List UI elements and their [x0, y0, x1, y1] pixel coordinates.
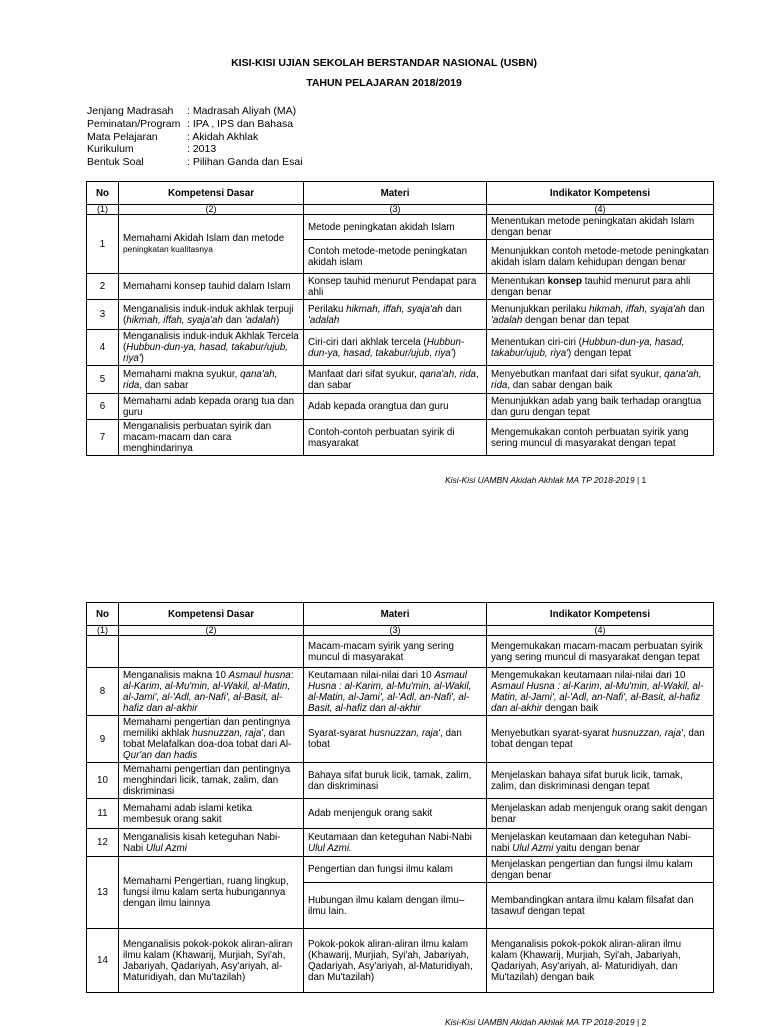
kompetensi-dasar-cell: Menganalisis perbuatan syirik dan macam-macam dan cara menghindarinya: [119, 420, 304, 456]
materi-cell: [304, 829, 487, 857]
materi-cell: Pengertian dan fungsi ilmu kalam: [304, 857, 487, 883]
kompetensi-dasar-cell: [119, 215, 304, 274]
row-number: 11: [87, 799, 119, 829]
indikator-text: Mengemukakan keutamaan nilai-nilai dari 10: [491, 669, 686, 681]
kd-text: Hubbun-dun-ya, hasad, takabur/ujub, riya': [123, 342, 289, 364]
materi-cell: Metode peningkatan akidah Islam: [304, 215, 487, 240]
row-number: 13: [87, 857, 119, 929]
row-number: 3: [87, 300, 119, 330]
materi-text: 'adalah: [308, 314, 340, 326]
kd-text: , dan sabar: [139, 379, 189, 391]
kd-text: hikmah, iffah, syaja'ah: [126, 314, 223, 326]
materi-cell: Contoh-contoh perbuatan syirik di masyarakat: [304, 420, 487, 456]
materi-text: , dan sabar: [308, 368, 479, 391]
materi-text: qana'ah, rida: [419, 368, 476, 380]
column-number: (4): [487, 205, 714, 215]
indikator-cell: Menunjukkan contoh metode-metode peningkatan akidah islam dalam kehidupan dengan benar: [487, 240, 714, 274]
materi-text: Asmaul Husna : al-Karim, al-Mu'min, al-Wakil, al-Matin, al-Jami', al-'Adl, an-Nafi', al-Basit, al-hafiz dan al-akhir: [308, 669, 472, 714]
kd-text: Memahami pengertian dan pentingnya memiliki akhlak: [123, 717, 291, 739]
kompetensi-dasar-cell: Memahami pengertian dan pentingnya menghindari licik, tamak, zalim, dan diskriminasi: [119, 763, 304, 799]
materi-text: Keutamaan dan keteguhan Nabi-Nabi: [308, 831, 472, 843]
column-number: (2): [119, 626, 304, 636]
materi-text: Syarat-syarat: [308, 728, 369, 739]
kd-text: al-Karim, al-Mu'min, al-Wakil, al-Matin, al-Jami', al-'Adl, an-Nafi', al-Basit, al-hafiz dan al-akhir: [123, 680, 291, 714]
kompetensi-dasar-cell: [119, 636, 304, 668]
materi-cell: Adab kepada orangtua dan guru: [304, 394, 487, 420]
materi-cell: [304, 366, 487, 394]
meta-key: Mata Pelajaran: [87, 130, 158, 143]
indikator-text: tauhid menurut para ahli dengan benar: [491, 275, 691, 298]
footer-text: Kisi-Kisi UAMBN Akidah Akhlak MA TP 2018-2019: [445, 1017, 635, 1027]
table-row: [87, 857, 714, 883]
materi-cell: Hubungan ilmu kalam dengan ilmu–ilmu lain.: [304, 883, 487, 929]
materi-text: , dan tobat: [308, 728, 462, 750]
kd-text: Memahami makna syukur,: [123, 368, 241, 380]
page-number: | 1: [636, 475, 647, 485]
row-number: 2: [87, 274, 119, 300]
meta-key: Jenjang Madrasah: [87, 105, 174, 117]
indikator-text: dengan benar dan tepat: [522, 314, 630, 326]
indikator-text: konsep: [547, 275, 582, 287]
materi-cell: Bahaya sifat buruk licik, tamak, zalim, dan diskriminasi: [304, 763, 487, 799]
indikator-text: husnuzzan, raja': [611, 728, 683, 739]
indikator-cell: Mengemukakan contoh perbuatan syirik yang sering muncul di masyarakat dengan tepat: [487, 420, 714, 456]
kd-text: Menganalisis induk-induk Akhlak Tercela: [123, 331, 299, 342]
table-row: [87, 300, 714, 330]
indikator-cell: [487, 300, 714, 330]
kompetensi-dasar-cell: Memahami adab islami ketika membesuk orang sakit: [119, 799, 304, 829]
indikator-text: dengan baik: [542, 702, 599, 714]
kd-text: (: [123, 342, 127, 353]
header-kompetensi-dasar: Kompetensi Dasar: [119, 603, 304, 626]
indikator-text: Menunjukkan perilaku: [491, 303, 590, 315]
materi-text: Perilaku: [308, 303, 347, 315]
meta-value: : Akidah Akhlak: [187, 130, 259, 143]
kisi-kisi-table: [86, 602, 714, 993]
materi-text: Ulul Azmi.: [308, 842, 352, 854]
kd-text: , dan tobat Melafalkan doa-doa tobat dari Al-: [123, 728, 292, 750]
column-number: (3): [304, 205, 487, 215]
indikator-text: Menjelaskan keutamaan dan keteguhan Nabi-nabi: [491, 831, 691, 854]
page-footer: [445, 1017, 646, 1027]
header-indikator: Indikator Kompetensi: [487, 603, 714, 626]
materi-cell: Konsep tauhid menurut Pendapat para ahli: [304, 274, 487, 300]
kisi-kisi-table: [86, 181, 714, 456]
meta-row: [87, 118, 303, 131]
kd-text: Menganalisis kisah keteguhan Nabi-Nabi: [123, 831, 281, 854]
header-no: No: [87, 182, 119, 205]
materi-text: hikmah, iffah, syaja'ah: [346, 303, 443, 315]
meta-key: Bentuk Soal: [87, 156, 144, 169]
kompetensi-dasar-cell: [119, 300, 304, 330]
kd-text: Menganalisis induk-induk akhlak terpuji: [123, 303, 294, 315]
table-row: [87, 668, 714, 716]
indikator-text: Menentukan ciri-ciri (: [491, 336, 582, 348]
table-row: [87, 716, 714, 763]
table-row: [87, 763, 714, 799]
indikator-cell: Menjelaskan adab menjenguk orang sakit dengan benar: [487, 799, 714, 829]
document-page-2: [0, 540, 768, 1027]
kompetensi-dasar-cell: [119, 668, 304, 716]
materi-text: Manfaat dari sifat syukur,: [308, 368, 420, 380]
indikator-text: Menentukan: [491, 275, 545, 287]
kd-text: (: [123, 314, 127, 326]
page-gap: [0, 500, 768, 540]
indikator-cell: [487, 330, 714, 366]
indikator-text: yaitu dengan benar: [553, 842, 640, 854]
materi-cell: [304, 300, 487, 330]
row-number: 6: [87, 394, 119, 420]
materi-cell: [304, 716, 487, 763]
header-materi: Materi: [304, 182, 487, 205]
kd-text: 'adalah: [244, 314, 276, 326]
indikator-cell: [487, 829, 714, 857]
kd-text: peningkatan kualitasnya: [123, 244, 213, 254]
materi-text: ): [452, 347, 456, 359]
meta-value: : 2013: [187, 143, 217, 156]
header-materi: Materi: [304, 603, 487, 626]
kompetensi-dasar-cell: [119, 330, 304, 366]
footer-text: Kisi-Kisi UAMBN Akidah Akhlak MA TP 2018-2019: [445, 475, 635, 485]
kompetensi-dasar-cell: Memahami adab kepada orang tua dan guru: [119, 394, 304, 420]
row-number: 8: [87, 668, 119, 716]
meta-value: : IPA , IPS dan Bahasa: [187, 117, 294, 130]
indikator-text: ) dengan tepat: [568, 347, 632, 359]
indikator-cell: Mengemukakan macam-macam perbuatan syirik yang sering muncul di masyarakat dengan tepat: [487, 636, 714, 668]
materi-text: dan: [442, 303, 462, 315]
materi-cell: [304, 668, 487, 716]
header-no: No: [87, 603, 119, 626]
row-number: [87, 636, 119, 668]
kd-text: ): [275, 314, 280, 326]
kd-text: husnuzzan, raja': [192, 728, 264, 739]
document-metadata: [87, 105, 303, 169]
table-row: [87, 394, 714, 420]
indikator-text: qana'ah, rida: [491, 368, 702, 391]
kompetensi-dasar-cell: Menganalisis pokok-pokok aliran-aliran ilmu kalam (Khawarij, Murjiah, Syi'ah, Jabariyah, Qadariyah, Asy'ariyah, al- Maturidiyah, dan Mu'tazilah): [119, 929, 304, 993]
kompetensi-dasar-cell: Memahami konsep tauhid dalam Islam: [119, 274, 304, 300]
indikator-text: hikmah, iffah, syaja'ah: [589, 303, 686, 315]
materi-cell: [304, 330, 487, 366]
kd-text: Memahami Akidah Islam dan metode: [123, 233, 285, 244]
indikator-cell: Membandingkan antara ilmu kalam filsafat dan tasawuf dengan tepat: [487, 883, 714, 929]
row-number: 12: [87, 829, 119, 857]
row-number: 1: [87, 215, 119, 274]
table-row: [87, 215, 714, 240]
indikator-text: Asmaul Husna : al-Karim, al-Mu'min, al-Wakil, al-Matin, al-Jami', al-'Adl, an-Nafi', al-Basit, al-hafiz dan al-akhir: [491, 680, 704, 714]
column-number: (1): [87, 205, 119, 215]
meta-row: [87, 156, 303, 169]
table-header-row: [87, 182, 714, 205]
table-row: [87, 929, 714, 993]
indikator-text: , dan tobat dengan tepat: [491, 728, 705, 750]
indikator-text: 'adalah: [491, 314, 523, 326]
row-number: 10: [87, 763, 119, 799]
materi-cell: Macam-macam syirik yang sering muncul di masyarakat: [304, 636, 487, 668]
table-row: [87, 420, 714, 456]
page-footer: [445, 475, 646, 485]
meta-row: [87, 131, 303, 144]
indikator-text: Menyebutkan syarat-syarat: [491, 728, 612, 739]
document-page-1: [0, 0, 768, 500]
kompetensi-dasar-cell: Memahami Pengertian, ruang lingkup, fungsi ilmu kalam serta hubungannya dengan ilmu lainnya: [119, 857, 304, 929]
column-number: (3): [304, 626, 487, 636]
materi-text: Ciri-ciri dari akhlak tercela (: [308, 336, 427, 348]
indikator-cell: Menjelaskan pengertian dan fungsi ilmu kalam dengan benar: [487, 857, 714, 883]
column-number-row: [87, 626, 714, 636]
kd-text: :: [290, 669, 294, 681]
meta-row: [87, 143, 303, 156]
table-row: [87, 829, 714, 857]
meta-key: Kurikulum: [87, 143, 134, 156]
indikator-cell: [487, 366, 714, 394]
indikator-cell: Menunjukkan adab yang baik terhadap orangtua dan guru dengan tepat: [487, 394, 714, 420]
indikator-text: Hubbun-dun-ya, hasad, takabur/ujub, riya': [491, 336, 685, 359]
kd-text: ): [140, 353, 144, 364]
kd-text: qana'ah, rida: [123, 368, 278, 391]
meta-value: : Madrasah Aliyah (MA): [187, 105, 297, 117]
indikator-cell: [487, 274, 714, 300]
indikator-cell: [487, 716, 714, 763]
indikator-cell: [487, 668, 714, 716]
table-row: [87, 274, 714, 300]
row-number: 14: [87, 929, 119, 993]
meta-value: : Pilihan Ganda dan Esai: [187, 156, 303, 169]
indikator-text: , dan sabar dengan baik: [507, 379, 613, 391]
materi-cell: Pokok-pokok aliran-aliran ilmu kalam (Khawarij, Murjiah, Syi'ah, Jabariyah, Qadariyah, Asy'ariyah, al-Maturidiyah, dan Mu'tazilah): [304, 929, 487, 993]
table-header-row: [87, 603, 714, 626]
column-number-row: [87, 205, 714, 215]
materi-cell: Adab menjenguk orang sakit: [304, 799, 487, 829]
indikator-cell: Menjelaskan bahaya sifat buruk licik, tamak, zalim, dan diskriminasi dengan tepat: [487, 763, 714, 799]
kompetensi-dasar-cell: [119, 829, 304, 857]
column-number: (4): [487, 626, 714, 636]
indikator-text: dan: [685, 303, 705, 315]
materi-text: Hubbun-dun-ya, hasad, takabur/ujub, riya': [308, 336, 465, 359]
kd-text: Asmaul husna: [228, 669, 291, 681]
indikator-text: Ulul Azmi: [512, 842, 554, 854]
kd-text: Qur'an dan hadis: [123, 750, 198, 761]
row-number: 5: [87, 366, 119, 394]
header-indikator: Indikator Kompetensi: [487, 182, 714, 205]
row-number: 9: [87, 716, 119, 763]
kd-text: dan: [222, 314, 245, 326]
table-row: [87, 366, 714, 394]
kd-text: Ulul Azmi: [145, 842, 187, 854]
row-number: 7: [87, 420, 119, 456]
kd-text: Menganalisis makna 10: [123, 669, 229, 681]
materi-cell: Contoh metode-metode peningkatan akidah islam: [304, 240, 487, 274]
table-row: [87, 330, 714, 366]
table-row: [87, 799, 714, 829]
indikator-cell: Menentukan metode peningkatan akidah Islam dengan benar: [487, 215, 714, 240]
meta-row: [87, 105, 303, 118]
column-number: (1): [87, 626, 119, 636]
kompetensi-dasar-cell: [119, 366, 304, 394]
document-title: KISI-KISI UJIAN SEKOLAH BERSTANDAR NASIONAL (USBN): [231, 57, 537, 69]
kompetensi-dasar-cell: [119, 716, 304, 763]
meta-key: Peminatan/Program: [87, 117, 181, 130]
indikator-text: Menyebutkan manfaat dari sifat syukur,: [491, 368, 665, 380]
document-subtitle: TAHUN PELAJARAN 2018/2019: [306, 77, 462, 89]
column-number: (2): [119, 205, 304, 215]
row-number: 4: [87, 330, 119, 366]
materi-text: Keutamaan nilai-nilai dari 10: [308, 669, 435, 681]
page-number: | 2: [636, 1017, 647, 1027]
materi-text: husnuzzan, raja': [368, 728, 441, 739]
table-row: [87, 636, 714, 668]
header-kompetensi-dasar: Kompetensi Dasar: [119, 182, 304, 205]
indikator-cell: Menganalisis pokok-pokok aliran-aliran ilmu kalam (Khawarij, Murjiah, Syi'ah, Jabariyah, Qadariyah, Asy'ariyah, al- Maturidiyah, dan Mu'tazilah) dengan baik: [487, 929, 714, 993]
